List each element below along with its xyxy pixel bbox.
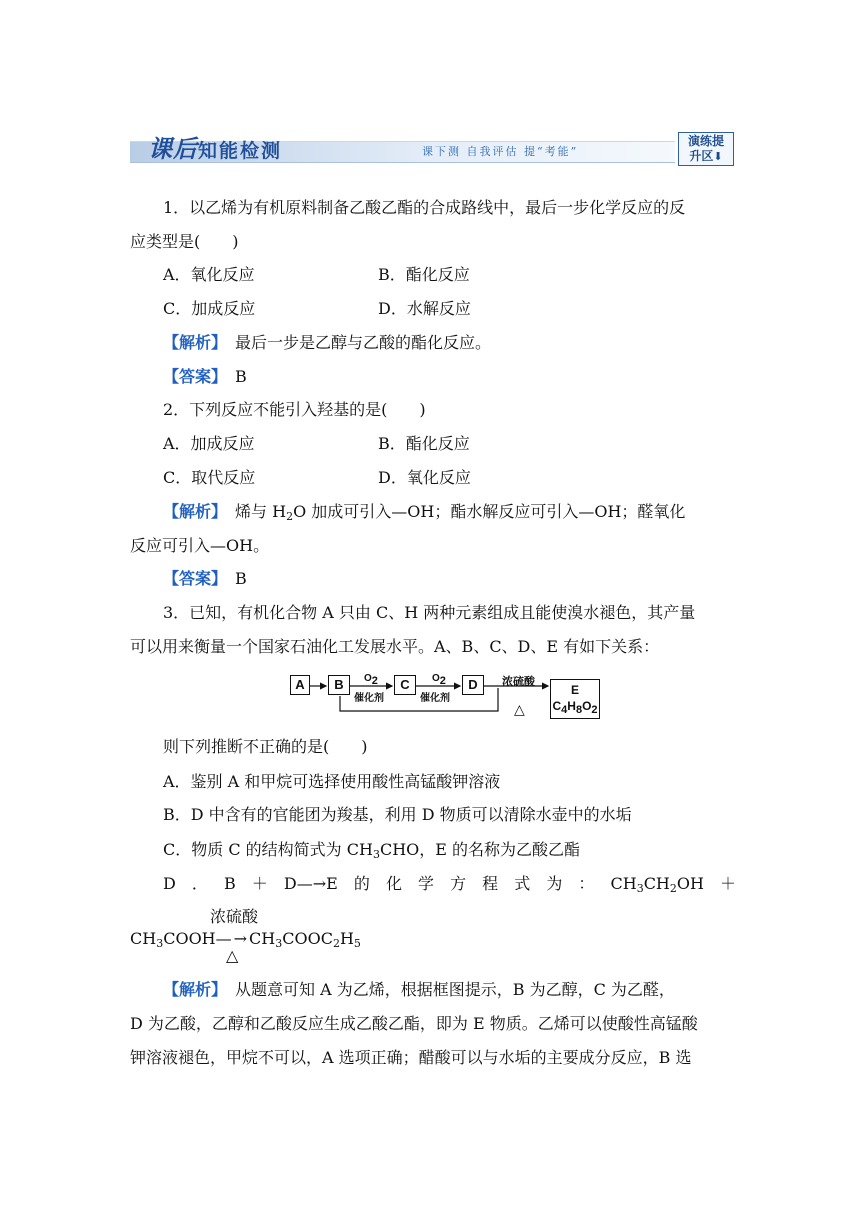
- compound-d-box: D: [462, 675, 484, 695]
- o2-label-2: $O_2$: [432, 673, 446, 687]
- o2-label-1: $O_2$: [364, 673, 378, 687]
- q3-option-d-token: 为: [546, 874, 563, 893]
- formula-part: C: [552, 699, 562, 713]
- eq-condition-top: 浓硫酸: [210, 907, 259, 926]
- q3-option-d-token: 的: [353, 874, 370, 893]
- q3-option-d-token: 方: [450, 874, 467, 893]
- q3-option-c-part1: C．物质 C 的结构简式为 CH: [163, 840, 373, 859]
- subscript: 2: [591, 704, 598, 716]
- q2-analysis-line2: 反应可引入—OH。: [130, 536, 270, 555]
- reaction-arrow: —→: [215, 929, 250, 948]
- q2-answer: [163, 569, 769, 589]
- q1-analysis: [163, 333, 769, 353]
- eq-part: CH: [249, 929, 276, 948]
- conc-acid-label: 浓硫酸: [502, 676, 535, 688]
- eq-part: CH: [130, 929, 157, 948]
- q1-answer-value: B: [235, 367, 247, 386]
- q1-option-a: A．氧化反应: [163, 265, 255, 284]
- heat-label: △: [514, 701, 525, 717]
- banner-title-small: 知能检测: [198, 140, 283, 162]
- analysis-tag: 【解析】: [163, 502, 220, 521]
- q3-option-d-token: 式: [514, 874, 531, 893]
- q3-option-d-token: B: [223, 874, 236, 893]
- banner-subtitle: 课下测 自我评估 提“考能”: [422, 145, 579, 158]
- compound-e-formula: [551, 698, 599, 714]
- subscript: 2: [332, 937, 340, 950]
- formula-part: H: [567, 699, 576, 713]
- q3-option-d: [163, 874, 736, 894]
- subscript: 3: [156, 937, 164, 950]
- compound-a-box: A: [290, 675, 310, 695]
- q3-analysis-line3: 钾溶液褪色，甲烷不可以，A 选项正确；醋酸可以与水垢的主要成分反应，B 选: [130, 1048, 692, 1067]
- q2-analysis: [163, 502, 769, 522]
- section-banner: [130, 129, 736, 167]
- compound-e-box: [550, 679, 600, 719]
- q3-option-c: [163, 840, 769, 860]
- q1-option-c: C．加成反应: [163, 299, 256, 318]
- eq-part: H: [339, 929, 354, 948]
- q3-text-line1: 3．已知，有机化合物 A 只由 C、H 两种元素组成且能使溴水褪色，其产量: [163, 603, 696, 622]
- q2-option-b: B．酯化反应: [378, 434, 470, 453]
- q3-option-d-token: D—→E: [283, 874, 338, 893]
- reaction-scheme: [288, 673, 602, 721]
- eq-condition-bottom: △: [226, 946, 239, 965]
- q2-option-d: D．氧化反应: [378, 468, 471, 487]
- practice-zone-label-2: 升区: [689, 149, 714, 163]
- q3-option-d-token: D: [163, 874, 176, 893]
- formula-part: O: [582, 699, 592, 713]
- q3-option-d-token: 学: [418, 874, 435, 893]
- q3-option-d-token: 化: [385, 874, 402, 893]
- q3-stem: 则下列推断不正确的是( ): [163, 737, 368, 756]
- q1-text-line1: 1．以乙烯为有机原料制备乙酸乙酯的合成路线中，最后一步化学反应的反: [163, 198, 686, 217]
- q1-answer: [163, 367, 769, 387]
- q3-option-d-token: 程: [482, 874, 499, 893]
- q2-answer-value: B: [235, 569, 247, 588]
- practice-zone-button[interactable]: [678, 132, 734, 166]
- subscript: 3: [275, 937, 283, 950]
- q2-analysis-part1: 烯与 H: [235, 502, 287, 521]
- q3-option-d-token: ．: [191, 874, 208, 893]
- q3-analysis-line1: [163, 980, 769, 1000]
- compound-b-box: B: [328, 675, 350, 695]
- q3-option-d-token: ＋: [251, 874, 268, 893]
- catalyst-label-1: 催化剂: [354, 693, 384, 704]
- q3-option-b: B．D 中含有的官能团为羧基，利用 D 物质可以清除水壶中的水垢: [163, 805, 632, 824]
- subscript: 5: [353, 937, 361, 950]
- subscript: 3: [372, 848, 380, 861]
- compound-c-box: C: [394, 675, 416, 695]
- analysis-tag: 【解析】: [163, 333, 220, 352]
- q1-analysis-text: 最后一步是乙醇与乙酸的酯化反应。: [235, 333, 492, 352]
- q2-option-c: C．取代反应: [163, 468, 256, 487]
- banner-title-big: 课后: [148, 134, 198, 163]
- q2-option-a: A．加成反应: [163, 434, 255, 453]
- q3-text-line2: 可以用来衡量一个国家石油化工发展水平。A、B、C、D、E 有如下关系：: [130, 637, 660, 656]
- q1-text-line2: 应类型是( ): [130, 232, 239, 251]
- banner-title: [148, 129, 282, 164]
- eq-part: COOH: [163, 929, 216, 948]
- q3-option-a: A．鉴别 A 和甲烷可选择使用酸性高锰酸钾溶液: [163, 772, 501, 791]
- q2-analysis-part2: O 加成可引入—OH；酯水解反应可引入—OH；醛氧化: [293, 502, 686, 521]
- q3-option-c-part2: CHO，E 的名称为乙酸乙酯: [379, 840, 581, 859]
- subscript: 2: [286, 510, 294, 523]
- q1-option-b: B．酯化反应: [378, 265, 470, 284]
- practice-zone-label-1: 演练提: [687, 134, 724, 148]
- q3-option-d-equation-start: $CH_3CH_2OH$ ＋: [610, 874, 736, 895]
- eq-part: COOC: [282, 929, 333, 948]
- q3-equation: [130, 929, 736, 949]
- q2-text: 2．下列反应不能引入羟基的是( ): [163, 400, 426, 419]
- catalyst-label-2: 催化剂: [420, 693, 450, 704]
- analysis-tag: 【解析】: [163, 980, 220, 999]
- subscript: 8: [575, 704, 583, 716]
- q3-option-d-token: ：: [578, 874, 595, 893]
- subscript: 4: [561, 704, 568, 716]
- answer-tag: 【答案】: [163, 569, 220, 588]
- q1-option-d: D．水解反应: [378, 299, 471, 318]
- q3-analysis-line2: D 为乙酸，乙醇和乙酸反应生成乙酸乙酯，即为 E 物质。乙烯可以使酸性高锰酸: [130, 1014, 698, 1033]
- q3-analysis-text1: 从题意可知 A 为乙烯，根据框图提示，B 为乙醇，C 为乙醛，: [235, 980, 675, 999]
- answer-tag: 【答案】: [163, 367, 220, 386]
- compound-e-label: E: [570, 683, 579, 697]
- down-arrow-icon: ⬇: [713, 150, 723, 163]
